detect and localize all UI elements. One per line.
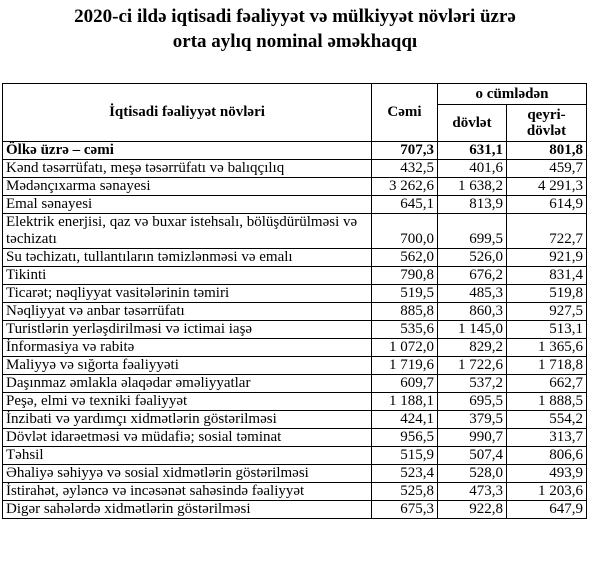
header-activity: İqtisadi fəaliyyət növləri	[3, 84, 372, 142]
header-of-which: o cümlədən	[438, 84, 587, 105]
row-total: 707,3	[372, 142, 438, 160]
table-row	[3, 411, 587, 429]
row-nonstate: 513,1	[507, 321, 587, 339]
row-nonstate: 4 291,3	[507, 178, 587, 196]
row-nonstate: 927,5	[507, 303, 587, 321]
row-state: 485,3	[438, 285, 507, 303]
row-nonstate: 1 718,8	[507, 357, 587, 375]
header-nonstate	[507, 105, 587, 142]
row-total: 1 188,1	[372, 393, 438, 411]
row-total: 700,0	[372, 214, 438, 249]
row-name: Peşə, elmi və texniki fəaliyyət	[3, 393, 372, 411]
table-row	[3, 196, 587, 214]
row-state: 1 145,0	[438, 321, 507, 339]
row-nonstate: 1 888,5	[507, 393, 587, 411]
row-name: Nəqliyyat və anbar təsərrüfatı	[3, 303, 372, 321]
row-state: 676,2	[438, 267, 507, 285]
row-nonstate: 722,7	[507, 214, 587, 249]
row-total: 525,8	[372, 483, 438, 501]
row-nonstate: 459,7	[507, 160, 587, 178]
table-row-total	[3, 142, 587, 160]
table-row	[3, 339, 587, 357]
row-total: 535,6	[372, 321, 438, 339]
row-state: 922,8	[438, 501, 507, 519]
table-row	[3, 447, 587, 465]
table-row	[3, 483, 587, 501]
table-row	[3, 357, 587, 375]
header-total: Cəmi	[372, 84, 438, 142]
table-row	[3, 267, 587, 285]
table-row	[3, 465, 587, 483]
row-total: 645,1	[372, 196, 438, 214]
row-name: Daşınmaz əmlakla əlaqədar əməliyyatlar	[3, 375, 372, 393]
wage-table	[2, 83, 587, 519]
row-state: 813,9	[438, 196, 507, 214]
row-nonstate: 831,4	[507, 267, 587, 285]
row-state: 379,5	[438, 411, 507, 429]
table-row	[3, 214, 587, 249]
row-name: İnzibati və yardımçı xidmətlərin göstərilməsi	[3, 411, 372, 429]
row-nonstate: 662,7	[507, 375, 587, 393]
row-state: 1 638,2	[438, 178, 507, 196]
row-name: Elektrik enerjisi, qaz və buxar istehsalı, bölüşdürülməsi və təchizatı	[3, 214, 372, 249]
row-state: 507,4	[438, 447, 507, 465]
row-name: Təhsil	[3, 447, 372, 465]
table-row	[3, 303, 587, 321]
row-state: 401,6	[438, 160, 507, 178]
row-name: Emal sənayesi	[3, 196, 372, 214]
row-name: İnformasiya və rabitə	[3, 339, 372, 357]
row-nonstate: 519,8	[507, 285, 587, 303]
row-state: 537,2	[438, 375, 507, 393]
row-name: Maliyyə və sığorta fəaliyyəti	[3, 357, 372, 375]
table-row	[3, 501, 587, 519]
page-title	[0, 4, 590, 54]
table-row	[3, 393, 587, 411]
row-total: 432,5	[372, 160, 438, 178]
table-row	[3, 160, 587, 178]
row-state: 860,3	[438, 303, 507, 321]
row-nonstate: 614,9	[507, 196, 587, 214]
row-nonstate: 493,9	[507, 465, 587, 483]
row-name: Ölkə üzrə – cəmi	[3, 142, 372, 160]
row-nonstate: 921,9	[507, 249, 587, 267]
row-total: 424,1	[372, 411, 438, 429]
row-name: Ticarət; nəqliyyat vasitələrinin təmiri	[3, 285, 372, 303]
row-total: 523,4	[372, 465, 438, 483]
row-name: Turistlərin yerləşdirilməsi və ictimai iaşə	[3, 321, 372, 339]
row-total: 562,0	[372, 249, 438, 267]
row-name: Kənd təsərrüfatı, meşə təsərrüfatı və balıqçılıq	[3, 160, 372, 178]
row-state: 528,0	[438, 465, 507, 483]
row-state: 473,3	[438, 483, 507, 501]
row-total: 1 719,6	[372, 357, 438, 375]
row-state: 526,0	[438, 249, 507, 267]
row-name: Su təchizatı, tullantıların təmizlənməsi və emalı	[3, 249, 372, 267]
row-name: Əhaliyə səhiyyə və sosial xidmətlərin göstərilməsi	[3, 465, 372, 483]
row-state: 990,7	[438, 429, 507, 447]
row-nonstate: 1 203,6	[507, 483, 587, 501]
title-line-2: orta aylıq nominal əməkhaqqı	[172, 31, 418, 52]
row-total: 609,7	[372, 375, 438, 393]
title-line-1: 2020-ci ildə iqtisadi fəaliyyət və mülkiyyət növləri üzrə	[74, 6, 516, 27]
row-nonstate: 801,8	[507, 142, 587, 160]
row-name: Dövlət idarəetməsi və müdafiə; sosial təminat	[3, 429, 372, 447]
row-name: Tikinti	[3, 267, 372, 285]
row-total: 885,8	[372, 303, 438, 321]
row-state: 695,5	[438, 393, 507, 411]
row-total: 3 262,6	[372, 178, 438, 196]
row-total: 519,5	[372, 285, 438, 303]
row-name: Mədənçıxarma sənayesi	[3, 178, 372, 196]
table-row	[3, 249, 587, 267]
row-total: 956,5	[372, 429, 438, 447]
row-state: 1 722,6	[438, 357, 507, 375]
row-total: 675,3	[372, 501, 438, 519]
row-nonstate: 1 365,6	[507, 339, 587, 357]
table-row	[3, 375, 587, 393]
table-row	[3, 321, 587, 339]
header-nonstate-line-1: qeyri-	[527, 107, 566, 123]
row-name: Digər sahələrdə xidmətlərin göstərilməsi	[3, 501, 372, 519]
row-state: 631,1	[438, 142, 507, 160]
header-nonstate-line-2: dövlət	[526, 123, 567, 139]
header-state: dövlət	[438, 105, 507, 142]
table-row	[3, 178, 587, 196]
table-row	[3, 285, 587, 303]
row-total: 790,8	[372, 267, 438, 285]
row-name: İstirahət, əyləncə və incəsənət sahəsində fəaliyyət	[3, 483, 372, 501]
table-row	[3, 429, 587, 447]
row-state: 829,2	[438, 339, 507, 357]
row-nonstate: 647,9	[507, 501, 587, 519]
row-nonstate: 554,2	[507, 411, 587, 429]
row-total: 1 072,0	[372, 339, 438, 357]
row-total: 515,9	[372, 447, 438, 465]
row-state: 699,5	[438, 214, 507, 249]
row-nonstate: 806,6	[507, 447, 587, 465]
row-nonstate: 313,7	[507, 429, 587, 447]
